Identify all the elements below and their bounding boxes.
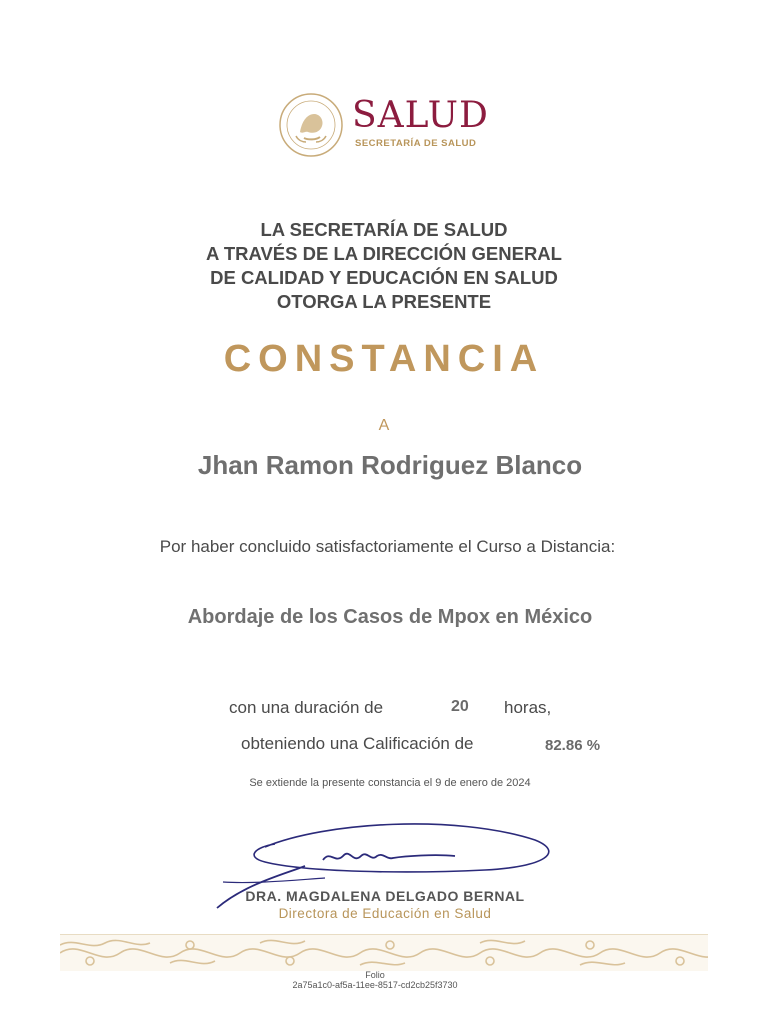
duration-unit: horas, <box>504 698 552 717</box>
duration-label: con una duración de <box>229 698 384 717</box>
duration-value: 20 <box>451 698 469 715</box>
brand-subtitle: SECRETARÍA DE SALUD <box>355 138 477 149</box>
heading-line: A TRAVÉS DE LA DIRECCIÓN GENERAL <box>206 243 562 264</box>
signer-name: DRA. MAGDALENA DELGADO BERNAL <box>245 888 525 904</box>
recipient-name: Jhan Ramon Rodriguez Blanco <box>197 450 583 480</box>
to-label: A <box>378 417 390 434</box>
heading-line: DE CALIDAD Y EDUCACIÓN EN SALUD <box>210 267 558 288</box>
salud-logo <box>278 92 498 162</box>
folio-label: Folio <box>365 970 385 980</box>
certificate-title: CONSTANCIA <box>223 338 545 380</box>
folio-value: 2a75a1c0-af5a-11ee-8517-cd2cb25f3730 <box>292 980 458 990</box>
decorative-border <box>60 934 708 971</box>
issued-date-text: Se extiende la presente constancia el 9 de enero de 2024 <box>249 777 531 789</box>
brand-name: SALUD <box>352 95 489 136</box>
coat-of-arms-seal-icon <box>278 92 344 158</box>
ornament-pattern-icon <box>60 935 708 971</box>
course-name: Abordaje de los Casos de Mpox en México <box>187 606 593 628</box>
grade-value: 82.86 % <box>545 737 601 754</box>
signer-role: Directora de Educación en Salud <box>278 906 492 921</box>
heading-line: OTORGA LA PRESENTE <box>276 291 492 312</box>
issuer-heading <box>0 218 768 314</box>
course-intro: Por haber concluido satisfactoriamente el Curso a Distancia: <box>159 537 616 556</box>
grade-label: obteniendo una Calificación de <box>241 734 474 753</box>
heading-line: LA SECRETARÍA DE SALUD <box>260 219 508 240</box>
